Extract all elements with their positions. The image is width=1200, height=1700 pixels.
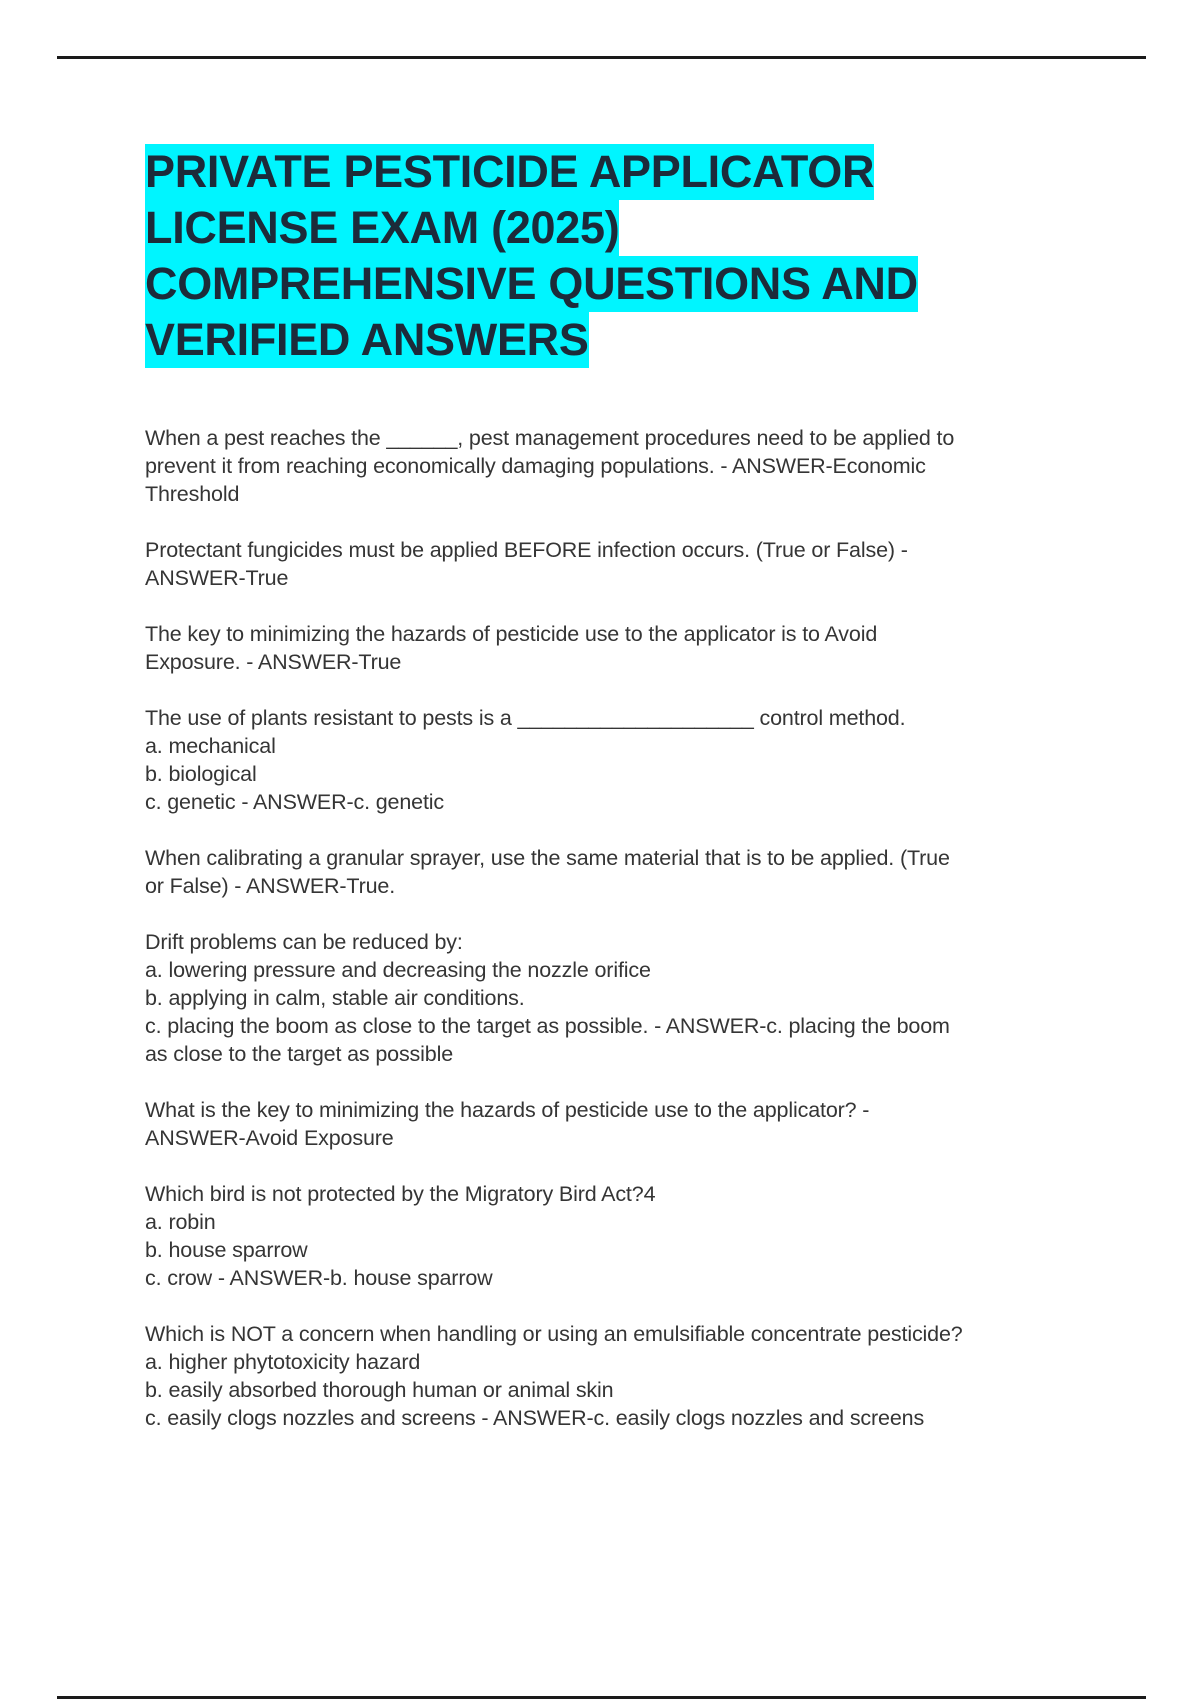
document-title (145, 144, 1045, 368)
qa-line: or False) - ANSWER-True. (145, 874, 396, 898)
qa-line: The use of plants resistant to pests is a ____________________ control method. (145, 706, 906, 730)
qa-line: When calibrating a granular sprayer, use the same material that is to be applied. (True (145, 846, 950, 870)
qa-line: c. genetic - ANSWER-c. genetic (145, 790, 444, 814)
qa-line: as close to the target as possible (145, 1042, 454, 1066)
qa-line: Which bird is not protected by the Migratory Bird Act?4 (145, 1182, 656, 1206)
title-line (145, 256, 1045, 312)
qa-line: Threshold (145, 482, 240, 506)
qa-item-protectant-fungicides (145, 536, 1075, 592)
qa-item-resistant-plants (145, 704, 1075, 816)
qa-line: b. applying in calm, stable air conditions. (145, 986, 525, 1010)
title-line-text: LICENSE EXAM (2025) (145, 200, 619, 256)
qa-line: Which is NOT a concern when handling or using an emulsifiable concentrate pesticide? (145, 1322, 963, 1346)
header-rule (57, 56, 1146, 59)
qa-line: c. placing the boom as close to the target as possible. - ANSWER-c. placing the boom (145, 1014, 950, 1038)
qa-line: a. robin (145, 1210, 216, 1234)
qa-line: a. higher phytotoxicity hazard (145, 1350, 421, 1374)
qa-item-emulsifiable-concentrate (145, 1320, 1075, 1432)
qa-item-avoid-exposure-true (145, 620, 1075, 676)
qa-item-migratory-bird (145, 1180, 1075, 1292)
qa-line: The key to minimizing the hazards of pesticide use to the applicator is to Avoid (145, 622, 878, 646)
footer-rule (57, 1696, 1146, 1699)
qa-item-economic-threshold (145, 424, 1075, 508)
qa-line: c. crow - ANSWER-b. house sparrow (145, 1266, 493, 1290)
qa-line: ANSWER-True (145, 566, 289, 590)
qa-line: ANSWER-Avoid Exposure (145, 1126, 394, 1150)
qa-list (145, 424, 1075, 1460)
qa-line: When a pest reaches the ______, pest management procedures need to be applied to (145, 426, 955, 450)
qa-line: c. easily clogs nozzles and screens - ANSWER-c. easily clogs nozzles and screens (145, 1406, 925, 1430)
title-line-text: PRIVATE PESTICIDE APPLICATOR (145, 144, 874, 200)
title-line (145, 312, 1045, 368)
qa-line: a. lowering pressure and decreasing the nozzle orifice (145, 958, 651, 982)
qa-line: Drift problems can be reduced by: (145, 930, 463, 954)
qa-item-key-hazards (145, 1096, 1075, 1152)
title-line-text: COMPREHENSIVE QUESTIONS AND (145, 256, 918, 312)
qa-line: Protectant fungicides must be applied BEFORE infection occurs. (True or False) - (145, 538, 908, 562)
title-line (145, 144, 1045, 200)
qa-line: a. mechanical (145, 734, 276, 758)
qa-line: Exposure. - ANSWER-True (145, 650, 402, 674)
qa-line: b. easily absorbed thorough human or animal skin (145, 1378, 614, 1402)
qa-item-granular-sprayer (145, 844, 1075, 900)
qa-line: b. house sparrow (145, 1238, 308, 1262)
title-line (145, 200, 1045, 256)
qa-item-drift-problems (145, 928, 1075, 1068)
qa-line: prevent it from reaching economically damaging populations. - ANSWER-Economic (145, 454, 926, 478)
title-line-text: VERIFIED ANSWERS (145, 312, 589, 368)
qa-line: b. biological (145, 762, 257, 786)
qa-line: What is the key to minimizing the hazards of pesticide use to the applicator? - (145, 1098, 870, 1122)
